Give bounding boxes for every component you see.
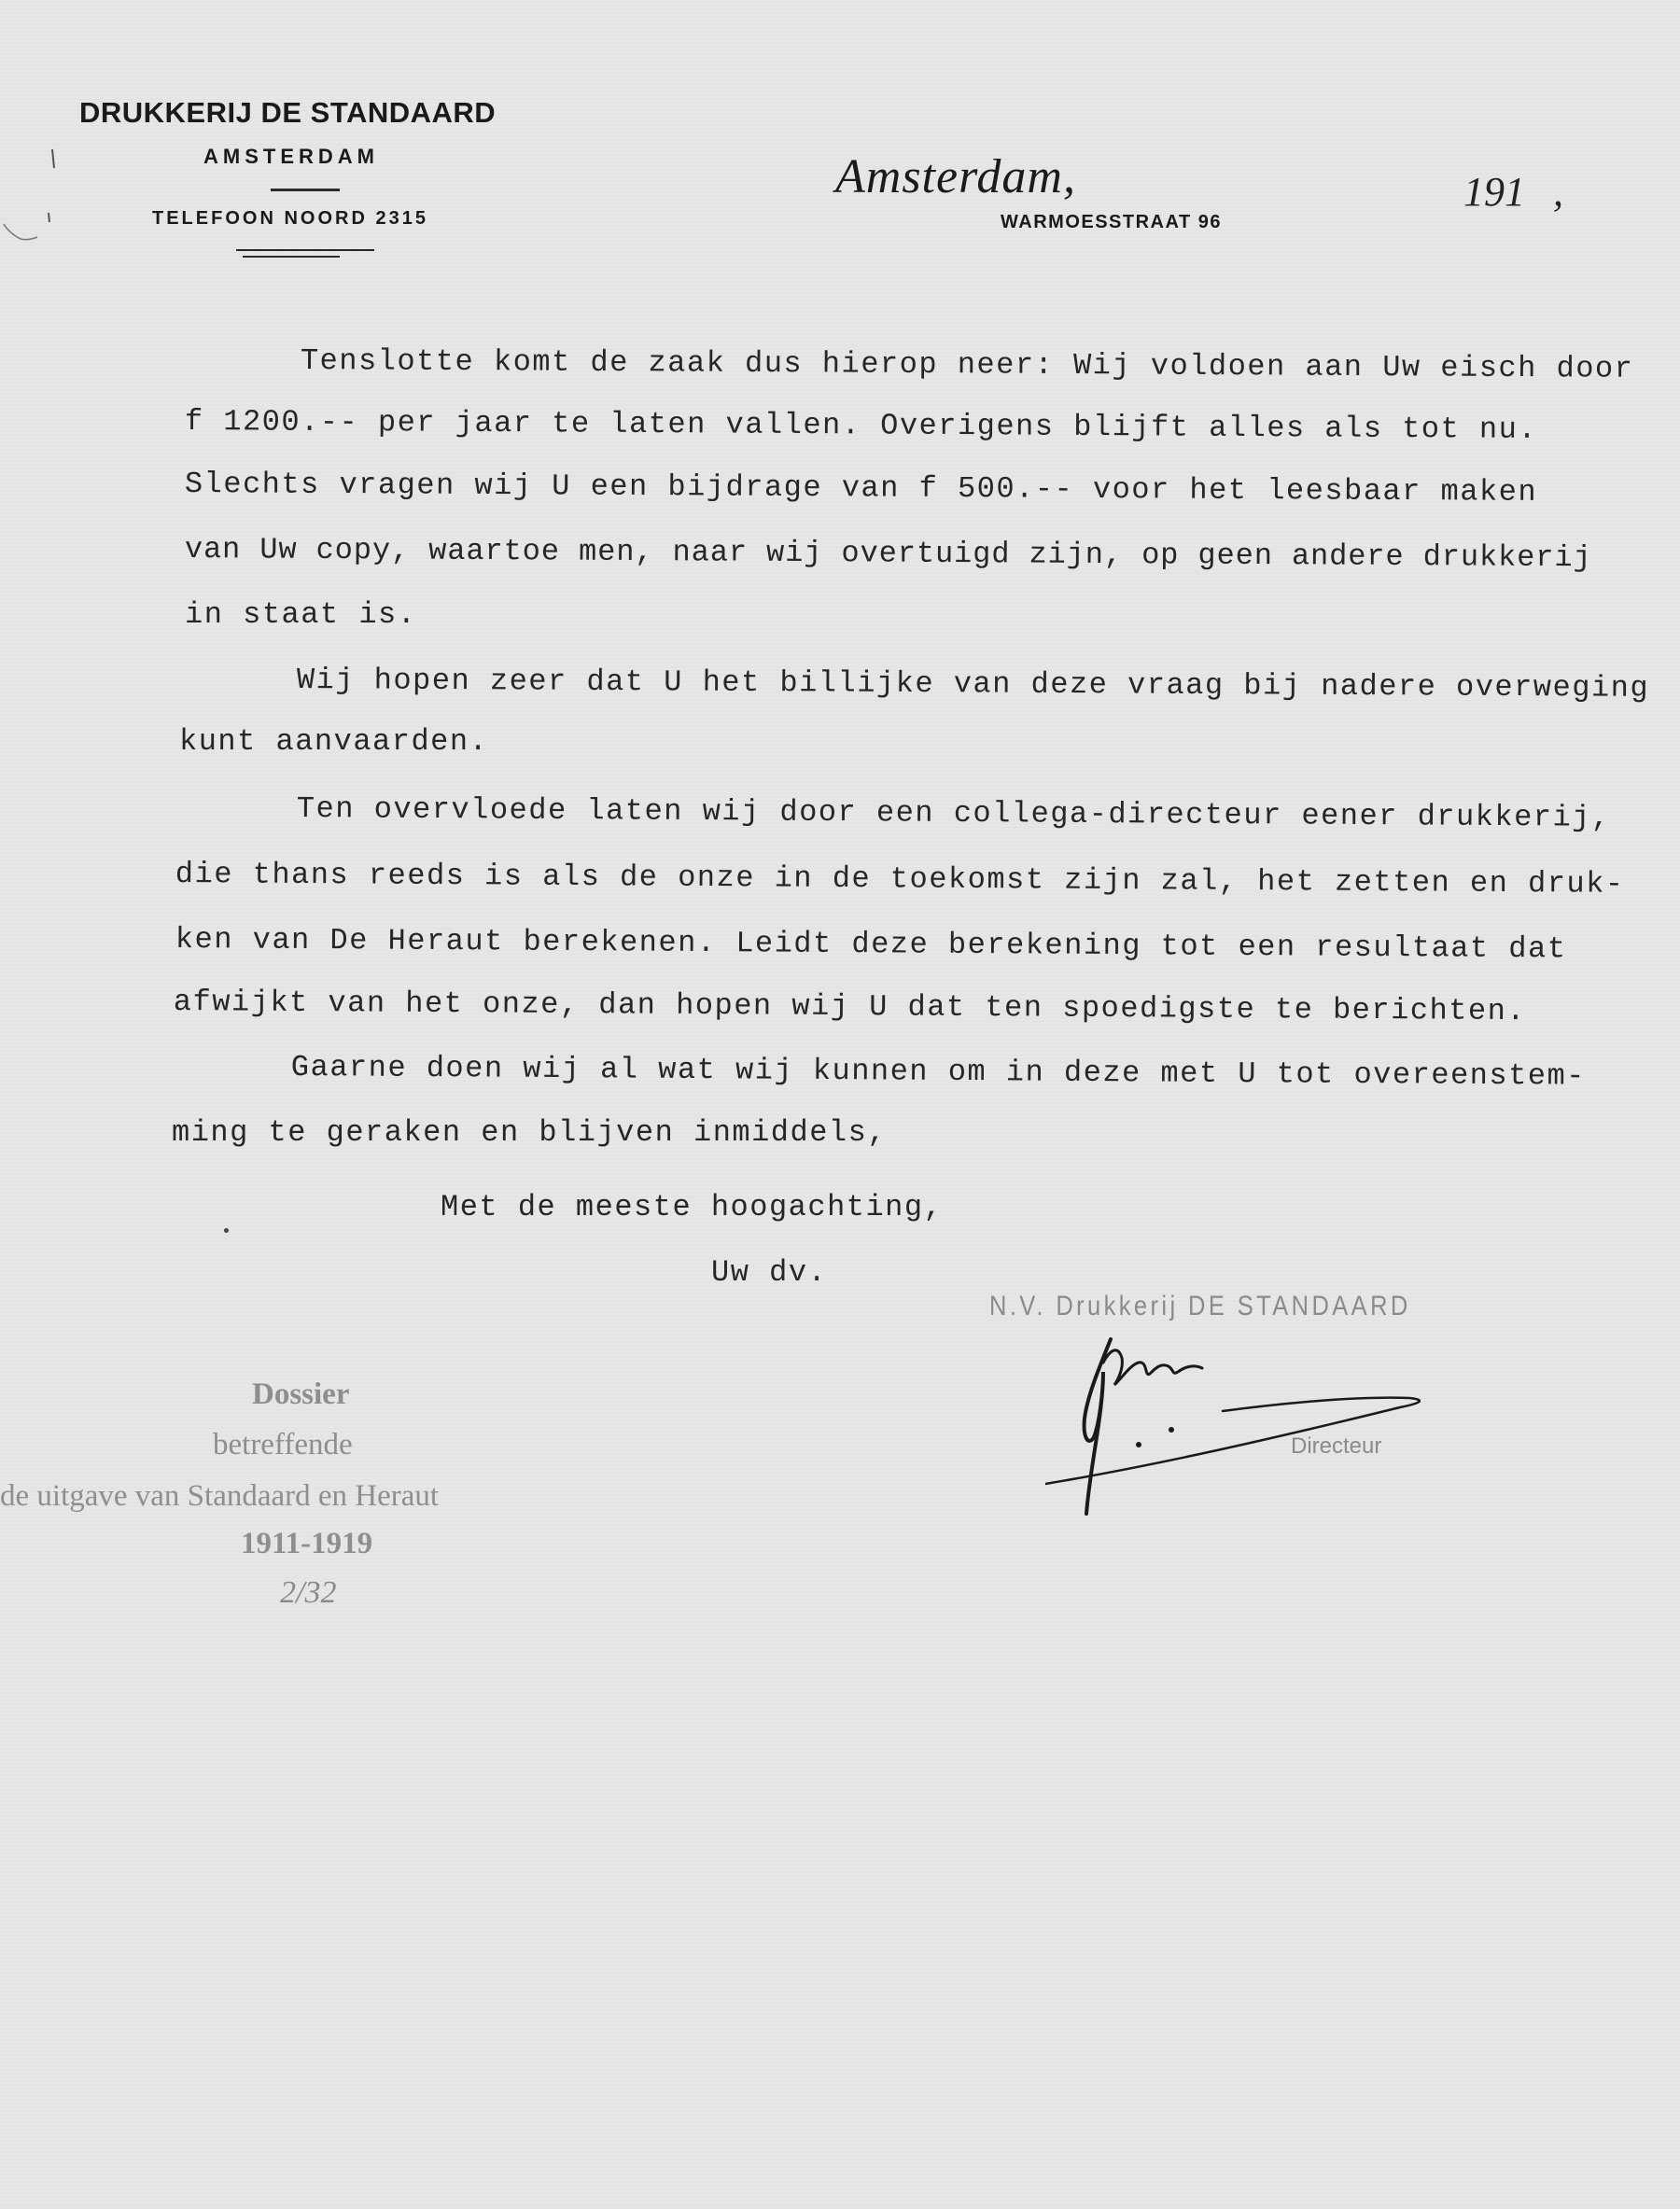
body-line: Tenslotte komt de zaak dus hierop neer: Wij voldoen aan Uw eisch door xyxy=(300,343,1634,386)
body-line: Gaarne doen wij al wat wij kunnen om in deze met U tot overeenstem- xyxy=(290,1050,1587,1094)
body-line: Ten overvloede laten wij door een collega-directeur eener drukkerij, xyxy=(296,791,1611,835)
year-value: 191 xyxy=(1463,169,1525,215)
body-line: die thans reeds is als de onze in de toekomst zijn zal, het zetten en druk- xyxy=(175,857,1625,902)
dossier-line-1: Dossier xyxy=(252,1377,350,1411)
dossier-line-3: de uitgave van Standaard en Heraut xyxy=(0,1479,440,1513)
letterhead-street: WARMOESSTRAAT 96 xyxy=(1001,212,1222,232)
letterhead-divider xyxy=(271,189,340,191)
body-line: ken van De Heraut berekenen. Leidt deze berekening tot een resultaat dat xyxy=(175,922,1567,967)
closing-signoff: Uw dv. xyxy=(711,1255,828,1290)
body-line: ming te geraken en blijven inmiddels, xyxy=(172,1115,888,1150)
letterhead-company: DRUKKERIJ DE STANDAARD xyxy=(79,96,497,129)
dossier-line-4: 1911-1919 xyxy=(241,1527,373,1560)
letterhead-year xyxy=(1463,168,1563,216)
year-suffix: , xyxy=(1553,169,1563,215)
body-line: van Uw copy, waartoe men, naar wij overtuigd zijn, op geen andere drukkerij xyxy=(184,532,1592,576)
margin-marks xyxy=(0,131,65,261)
closing-salutation: Met de meeste hoogachting, xyxy=(441,1190,944,1224)
ink-speck xyxy=(224,1228,229,1233)
company-stamp: N.V. Drukkerij DE STANDAARD xyxy=(989,1291,1411,1321)
body-line: kunt aanvaarden. xyxy=(179,724,489,759)
director-title: Directeur xyxy=(1291,1433,1382,1459)
letterhead-underline-1 xyxy=(236,249,374,251)
letterhead-underline-2 xyxy=(243,256,340,258)
dossier-line-2: betreffende xyxy=(213,1428,353,1461)
body-line: in staat is. xyxy=(185,597,417,632)
body-line: Wij hopen zeer dat U het billijke van deze vraag bij nadere overweging xyxy=(296,663,1650,706)
body-line: f 1200.-- per jaar te laten vallen. Overigens blijft alles als tot nu. xyxy=(184,404,1538,447)
dossier-reference: 2/32 xyxy=(280,1575,337,1610)
letterhead-place: Amsterdam, xyxy=(835,150,1076,203)
letterhead-phone: TELEFOON NOORD 2315 xyxy=(152,208,428,229)
body-line: afwijkt van het onze, dan hopen wij U dat ten spoedigste te berichten. xyxy=(173,985,1527,1029)
body-line: Slechts vragen wij U een bijdrage van f 500.-- voor het leesbaar maken xyxy=(184,467,1538,510)
letterhead-city: AMSTERDAM xyxy=(203,145,379,168)
director-signature xyxy=(1045,1307,1531,1531)
